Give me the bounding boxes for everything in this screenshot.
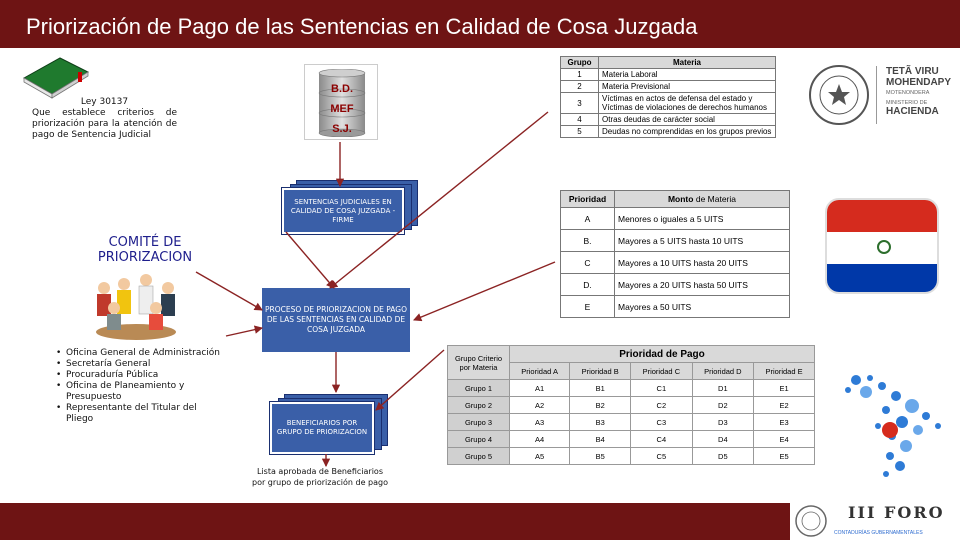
group-subject: Materia Laboral <box>599 69 776 81</box>
matrix-title: Prioridad de Pago <box>510 346 815 363</box>
matrix-col: Prioridad D <box>692 363 753 380</box>
ministry-logo-text <box>886 66 960 117</box>
db-label-sj: S.J. <box>332 123 352 135</box>
priority-code: B. <box>561 230 615 252</box>
slide-title: Priorización de Pago de las Sentencias en Calidad de Cosa Juzgada <box>26 14 698 39</box>
priority-code: A <box>561 208 615 230</box>
matrix-cell: A2 <box>510 397 570 414</box>
matrix-cell: D3 <box>692 414 753 431</box>
matrix-cell: E5 <box>754 448 815 465</box>
matrix-cell: E2 <box>754 397 815 414</box>
matrix-cell: B4 <box>570 431 631 448</box>
law-purpose: Que establece criterios de priorización para la atención de pago de Sentencia Judicial <box>32 108 177 140</box>
groups-header-grupo: Grupo <box>561 57 599 69</box>
matrix-cell: A1 <box>510 380 570 397</box>
matrix-row-header: Grupo 2 <box>448 397 510 414</box>
amount-header <box>615 191 790 208</box>
bottom-bar <box>0 503 790 540</box>
db-label-bd: B.D. <box>331 83 353 95</box>
matrix-row-header: Grupo 3 <box>448 414 510 431</box>
priority-range: Menores o iguales a 5 UITS <box>615 208 790 230</box>
matrix-cell: C4 <box>631 431 692 448</box>
matrix-row-header: Grupo 5 <box>448 448 510 465</box>
matrix-cell: B3 <box>570 414 631 431</box>
matrix-cell: B1 <box>570 380 631 397</box>
member-item: • Procuraduría Pública <box>56 370 226 381</box>
priority-amount-table <box>560 190 790 318</box>
matrix-cell: A5 <box>510 448 570 465</box>
db-label-mef: MEF <box>330 103 354 115</box>
process-box: PROCESO DE PRIORIZACION DE PAGO DE LAS SENTENCIAS EN CALIDAD DE COSA JUZGADA <box>262 288 410 352</box>
group-subject: Materia Previsional <box>599 81 776 93</box>
ministry-line-3: MOTENONDERA <box>886 90 930 96</box>
matrix-col: Prioridad C <box>631 363 692 380</box>
group-subject: Deudas no comprendidas en los grupos previos <box>599 126 776 138</box>
member-item: • Oficina General de Administración <box>56 348 226 359</box>
matrix-cell: D2 <box>692 397 753 414</box>
paraguay-flag-icon <box>825 198 939 294</box>
matrix-cell: C3 <box>631 414 692 431</box>
group-number: 5 <box>561 126 599 138</box>
matrix-corner: Grupo Criterio por Materia <box>448 346 510 380</box>
group-subject: Víctimas en actos de defensa del estado y Víctimas de violaciones de derechos humanos <box>599 93 776 114</box>
matrix-cell: D5 <box>692 448 753 465</box>
approved-list-caption: Lista aprobada de Beneficiarios por grupo de priorización de pago <box>251 467 389 487</box>
ministry-line-1: TETÃ VIRU <box>886 66 939 77</box>
group-number: 4 <box>561 114 599 126</box>
priority-range: Mayores a 50 UITS <box>615 296 790 318</box>
priority-range: Mayores a 10 UITS hasta 20 UITS <box>615 252 790 274</box>
matrix-cell: B2 <box>570 397 631 414</box>
committee-title: COMITÉ DE PRIORIZACION <box>97 235 193 265</box>
law-number: Ley 30137 <box>80 97 129 107</box>
amount-header-sub: de Materia <box>695 194 737 204</box>
priority-code: D. <box>561 274 615 296</box>
group-number: 3 <box>561 93 599 114</box>
judgments-box: SENTENCIAS JUDICIALES EN CALIDAD DE COSA JUZGADA - FIRME <box>282 188 404 234</box>
matrix-cell: C1 <box>631 380 692 397</box>
priority-range: Mayores a 5 UITS hasta 10 UITS <box>615 230 790 252</box>
amount-header-main: Monto <box>667 194 694 204</box>
member-item: • Secretaría General <box>56 359 226 370</box>
foro-name: III FORO <box>848 503 945 522</box>
ministry-line-5: HACIENDA <box>886 106 939 117</box>
matrix-cell: C5 <box>631 448 692 465</box>
south-america-dots-icon <box>826 370 956 502</box>
beneficiaries-box: BENEFICIARIOS POR GRUPO DE PRIORIZACION <box>270 402 374 454</box>
priority-matrix-table <box>447 345 815 465</box>
ministry-line-2: MOHENDAPY <box>886 77 952 88</box>
priority-header: Prioridad <box>561 191 615 208</box>
matrix-cell: A4 <box>510 431 570 448</box>
matrix-col: Prioridad B <box>570 363 631 380</box>
matrix-cell: D1 <box>692 380 753 397</box>
group-number: 1 <box>561 69 599 81</box>
matrix-cell: D4 <box>692 431 753 448</box>
seal-divider <box>876 66 877 124</box>
priority-code: C <box>561 252 615 274</box>
member-item: • Representante del Titular del Pliego <box>56 403 226 425</box>
matrix-cell: B5 <box>570 448 631 465</box>
matrix-row-header: Grupo 4 <box>448 431 510 448</box>
foro-subtitle: CONTADURÍAS GUBERNAMENTALES <box>834 530 923 536</box>
foro-seal-icon <box>790 504 832 538</box>
matrix-cell: E3 <box>754 414 815 431</box>
groups-header-materia: Materia <box>599 57 776 69</box>
group-subject: Otras deudas de carácter social <box>599 114 776 126</box>
government-seal-icon <box>808 64 870 126</box>
priority-range: Mayores a 20 UITS hasta 50 UITS <box>615 274 790 296</box>
matrix-row-header: Grupo 1 <box>448 380 510 397</box>
groups-table <box>560 56 776 138</box>
matrix-cell: A3 <box>510 414 570 431</box>
matrix-col: Prioridad A <box>510 363 570 380</box>
ministry-line-4: MINISTERIO DE <box>886 100 928 106</box>
group-number: 2 <box>561 81 599 93</box>
matrix-cell: C2 <box>631 397 692 414</box>
priority-code: E <box>561 296 615 318</box>
matrix-cell: E1 <box>754 380 815 397</box>
member-item: • Oficina de Planeamiento y Presupuesto <box>56 381 226 403</box>
matrix-col: Prioridad E <box>754 363 815 380</box>
matrix-cell: E4 <box>754 431 815 448</box>
